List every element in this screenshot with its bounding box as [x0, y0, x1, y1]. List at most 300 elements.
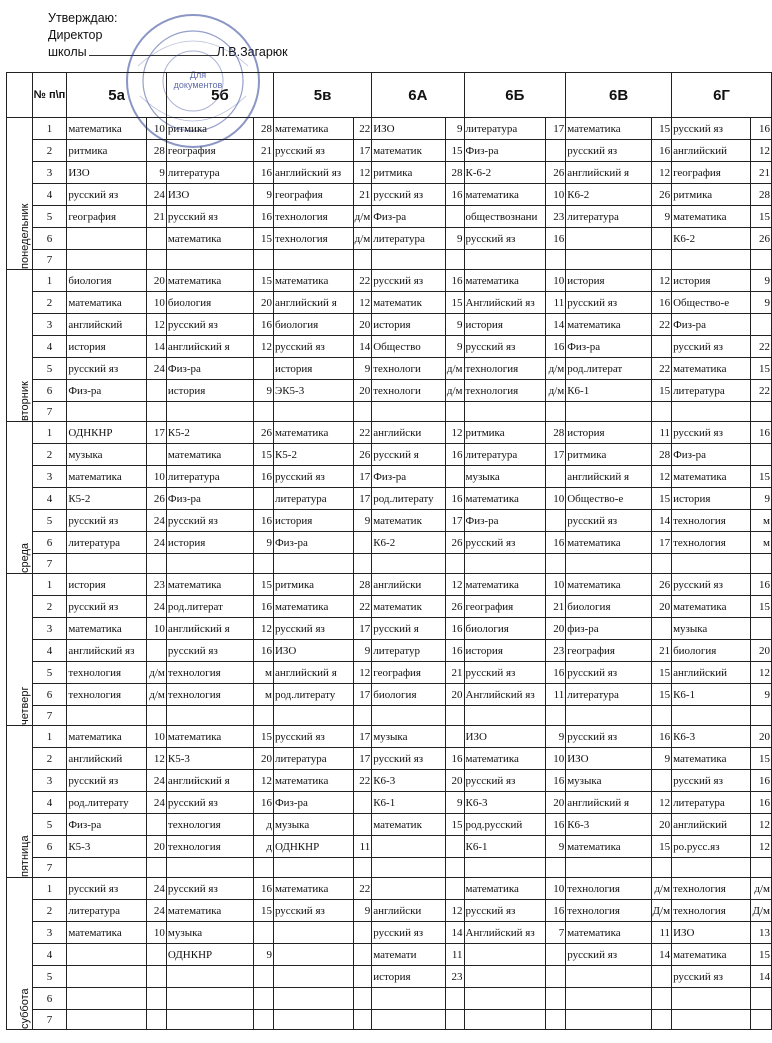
room-cell: [254, 988, 274, 1010]
room-cell: [254, 402, 274, 422]
lesson-row: [7, 488, 772, 510]
subject-cell: математика: [166, 900, 253, 922]
room-cell: [254, 922, 274, 944]
subject-cell: К6-2: [672, 228, 751, 250]
subject-cell: русский яз: [273, 726, 353, 748]
subject-cell: ритмика: [273, 574, 353, 596]
subject-cell: [566, 706, 651, 726]
room-cell: 15: [651, 488, 672, 510]
room-cell: 16: [254, 596, 274, 618]
room-cell: [651, 1010, 672, 1030]
lesson-number: 5: [32, 358, 67, 380]
lesson-row: [7, 140, 772, 162]
subject-cell: [273, 966, 353, 988]
room-cell: 28: [751, 184, 772, 206]
subject-cell: русский яз: [464, 900, 546, 922]
room-cell: 20: [353, 380, 372, 402]
lesson-row: [7, 358, 772, 380]
subject-cell: К5-3: [67, 836, 147, 858]
room-cell: [146, 814, 166, 836]
lesson-number: 2: [32, 748, 67, 770]
subject-cell: ритмика: [166, 118, 253, 140]
subject-cell: Физ-ра: [672, 314, 751, 336]
room-cell: 9: [751, 292, 772, 314]
room-cell: 15: [445, 814, 464, 836]
subject-cell: география: [672, 162, 751, 184]
subject-cell: технологи: [372, 380, 446, 402]
lesson-row: [7, 292, 772, 314]
lesson-number: 1: [32, 118, 67, 140]
class-header: 6В: [566, 73, 672, 118]
subject-cell: [273, 706, 353, 726]
room-cell: 20: [445, 684, 464, 706]
subject-cell: род.русский: [464, 814, 546, 836]
room-cell: 7: [546, 922, 566, 944]
subject-cell: ИЗО: [67, 162, 147, 184]
room-cell: 10: [146, 466, 166, 488]
subject-cell: русский яз: [67, 510, 147, 532]
subject-cell: технология: [566, 878, 651, 900]
subject-cell: [67, 554, 147, 574]
room-cell: 22: [751, 336, 772, 358]
subject-cell: английский: [672, 140, 751, 162]
room-cell: 17: [353, 684, 372, 706]
subject-cell: математика: [566, 314, 651, 336]
room-cell: [353, 402, 372, 422]
room-cell: 24: [146, 900, 166, 922]
subject-cell: история: [464, 314, 546, 336]
subject-cell: [372, 878, 446, 900]
lesson-row: [7, 336, 772, 358]
subject-cell: английский: [672, 814, 751, 836]
room-cell: 16: [546, 662, 566, 684]
room-cell: [254, 966, 274, 988]
room-cell: [445, 206, 464, 228]
room-cell: [445, 706, 464, 726]
subject-cell: ОДНКНР: [273, 836, 353, 858]
room-cell: [146, 988, 166, 1010]
day-label: четверг: [7, 574, 33, 726]
room-cell: 9: [651, 748, 672, 770]
subject-cell: [67, 1010, 147, 1030]
subject-cell: [273, 402, 353, 422]
room-cell: 9: [146, 162, 166, 184]
subject-cell: Общество-е: [566, 488, 651, 510]
lesson-row: [7, 314, 772, 336]
room-cell: 12: [254, 770, 274, 792]
subject-cell: музыка: [566, 770, 651, 792]
subject-cell: математик: [372, 510, 446, 532]
room-cell: 16: [651, 140, 672, 162]
room-cell: 15: [651, 380, 672, 402]
room-cell: 15: [751, 944, 772, 966]
lesson-number: 7: [32, 706, 67, 726]
subject-cell: математик: [372, 292, 446, 314]
room-cell: 20: [546, 792, 566, 814]
subject-cell: русский яз: [166, 792, 253, 814]
subject-cell: [67, 966, 147, 988]
room-cell: 24: [146, 878, 166, 900]
room-cell: 16: [751, 792, 772, 814]
room-cell: 14: [146, 336, 166, 358]
subject-cell: [672, 706, 751, 726]
room-cell: 20: [254, 292, 274, 314]
room-cell: 10: [146, 292, 166, 314]
subject-cell: русский яз: [67, 184, 147, 206]
subject-cell: [273, 988, 353, 1010]
room-cell: [651, 554, 672, 574]
subject-cell: [67, 944, 147, 966]
room-cell: [146, 640, 166, 662]
room-cell: Д/м: [751, 900, 772, 922]
subject-cell: русский яз: [464, 662, 546, 684]
subject-cell: русский яз: [166, 314, 253, 336]
room-cell: Д/м: [651, 900, 672, 922]
room-cell: 12: [445, 900, 464, 922]
room-cell: 22: [651, 314, 672, 336]
room-cell: д: [254, 836, 274, 858]
room-cell: [353, 1010, 372, 1030]
room-cell: 16: [254, 466, 274, 488]
room-cell: [146, 402, 166, 422]
room-cell: 26: [445, 596, 464, 618]
lesson-row: [7, 640, 772, 662]
room-cell: 22: [353, 878, 372, 900]
subject-cell: ОДНКНР: [67, 422, 147, 444]
lesson-number: 6: [32, 684, 67, 706]
subject-cell: ИЗО: [672, 922, 751, 944]
room-cell: 16: [546, 900, 566, 922]
subject-cell: английский я: [273, 292, 353, 314]
subject-cell: русский яз: [566, 140, 651, 162]
room-cell: [546, 988, 566, 1010]
subject-cell: математика: [566, 532, 651, 554]
subject-cell: математика: [464, 184, 546, 206]
room-cell: 22: [353, 118, 372, 140]
subject-cell: литература: [672, 380, 751, 402]
room-cell: 17: [146, 422, 166, 444]
room-cell: [254, 358, 274, 380]
room-cell: 26: [546, 162, 566, 184]
subject-cell: русский яз: [566, 292, 651, 314]
day-label: пятница: [7, 726, 33, 878]
subject-cell: история: [67, 336, 147, 358]
lesson-number: 3: [32, 314, 67, 336]
subject-cell: технология: [67, 684, 147, 706]
room-cell: 9: [353, 640, 372, 662]
subject-cell: Физ-ра: [372, 206, 446, 228]
subject-cell: Физ-ра: [372, 466, 446, 488]
lesson-row: [7, 944, 772, 966]
subject-cell: английский я: [566, 466, 651, 488]
subject-cell: К5-2: [166, 422, 253, 444]
subject-cell: история: [372, 314, 446, 336]
subject-cell: [67, 988, 147, 1010]
lesson-number: 2: [32, 900, 67, 922]
room-cell: [651, 250, 672, 270]
room-cell: 16: [445, 184, 464, 206]
lesson-row: [7, 118, 772, 140]
room-cell: 9: [353, 510, 372, 532]
subject-cell: английский: [67, 314, 147, 336]
room-cell: [353, 532, 372, 554]
subject-cell: [273, 922, 353, 944]
room-cell: [651, 858, 672, 878]
room-cell: 11: [445, 944, 464, 966]
room-cell: 16: [751, 770, 772, 792]
subject-cell: английский я: [566, 792, 651, 814]
subject-cell: [372, 250, 446, 270]
subject-cell: Общество-е: [672, 292, 751, 314]
room-cell: 16: [546, 814, 566, 836]
lesson-number: 3: [32, 618, 67, 640]
room-cell: 17: [546, 118, 566, 140]
subject-cell: русский яз: [566, 510, 651, 532]
header-row: [7, 73, 772, 118]
subject-cell: ИЗО: [166, 184, 253, 206]
subject-cell: ритмика: [566, 444, 651, 466]
subject-cell: математика: [67, 292, 147, 314]
room-cell: 16: [751, 118, 772, 140]
subject-cell: математика: [273, 270, 353, 292]
subject-cell: [566, 966, 651, 988]
lesson-number: 6: [32, 532, 67, 554]
room-cell: 17: [546, 444, 566, 466]
room-cell: 24: [146, 184, 166, 206]
room-cell: 16: [254, 162, 274, 184]
room-cell: 20: [445, 770, 464, 792]
subject-cell: математика: [464, 878, 546, 900]
lesson-row: [7, 444, 772, 466]
subject-cell: русский яз: [166, 510, 253, 532]
day-label: среда: [7, 422, 33, 574]
room-cell: [751, 554, 772, 574]
subject-cell: русский яз: [464, 770, 546, 792]
subject-cell: К5-2: [273, 444, 353, 466]
subject-cell: [464, 944, 546, 966]
room-cell: [445, 836, 464, 858]
room-cell: 16: [445, 618, 464, 640]
subject-cell: [672, 1010, 751, 1030]
subject-cell: [672, 858, 751, 878]
room-cell: 12: [651, 270, 672, 292]
room-cell: 26: [751, 228, 772, 250]
lesson-number: 2: [32, 140, 67, 162]
lesson-row: [7, 1010, 772, 1030]
room-cell: 16: [254, 878, 274, 900]
subject-cell: русский яз: [273, 140, 353, 162]
room-cell: 28: [254, 118, 274, 140]
subject-cell: биология: [67, 270, 147, 292]
room-cell: 16: [546, 336, 566, 358]
lesson-row: [7, 792, 772, 814]
lesson-number: 3: [32, 770, 67, 792]
lesson-row: [7, 878, 772, 900]
room-cell: [445, 726, 464, 748]
subject-cell: [67, 858, 147, 878]
subject-cell: [166, 250, 253, 270]
room-cell: [651, 336, 672, 358]
subject-cell: русский яз: [166, 206, 253, 228]
room-cell: 17: [651, 532, 672, 554]
room-cell: 22: [353, 270, 372, 292]
room-cell: [651, 770, 672, 792]
subject-cell: история: [566, 270, 651, 292]
room-cell: 12: [651, 162, 672, 184]
room-cell: 16: [751, 422, 772, 444]
stamp-text: Для документов: [173, 70, 223, 90]
signatory-name: Л.В.Загарюк: [216, 45, 288, 59]
room-cell: [751, 618, 772, 640]
room-cell: [651, 618, 672, 640]
room-cell: 26: [254, 422, 274, 444]
room-cell: д/м: [651, 878, 672, 900]
lesson-row: [7, 162, 772, 184]
subject-cell: К6-2: [566, 184, 651, 206]
subject-cell: история: [372, 966, 446, 988]
school-label: школы: [48, 45, 87, 59]
lesson-row: [7, 900, 772, 922]
room-cell: 21: [146, 206, 166, 228]
subject-cell: английский: [67, 748, 147, 770]
subject-cell: русский яз: [672, 574, 751, 596]
room-cell: д/м: [546, 380, 566, 402]
subject-cell: технология: [166, 662, 253, 684]
room-cell: д/м: [445, 380, 464, 402]
lesson-number: 1: [32, 574, 67, 596]
subject-cell: биология: [166, 292, 253, 314]
room-cell: 26: [353, 444, 372, 466]
room-cell: 16: [546, 532, 566, 554]
subject-cell: география: [566, 640, 651, 662]
room-cell: 12: [445, 422, 464, 444]
room-cell: 9: [546, 726, 566, 748]
lesson-row: [7, 684, 772, 706]
subject-cell: география: [464, 596, 546, 618]
subject-cell: русский яз: [166, 878, 253, 900]
lesson-number: 1: [32, 878, 67, 900]
room-cell: д/м: [353, 206, 372, 228]
room-cell: 15: [651, 836, 672, 858]
room-cell: [445, 250, 464, 270]
room-cell: 16: [445, 488, 464, 510]
subject-cell: литература: [273, 488, 353, 510]
room-cell: д/м: [353, 228, 372, 250]
lesson-number: 5: [32, 662, 67, 684]
subject-cell: английский я: [166, 618, 253, 640]
room-cell: 21: [751, 162, 772, 184]
subject-cell: [67, 402, 147, 422]
room-cell: [445, 466, 464, 488]
subject-cell: [672, 402, 751, 422]
subject-cell: английский я: [166, 770, 253, 792]
room-cell: 9: [651, 206, 672, 228]
subject-cell: математика: [166, 270, 253, 292]
subject-cell: математик: [372, 814, 446, 836]
room-cell: [751, 444, 772, 466]
day-label: понедельник: [7, 118, 33, 270]
subject-cell: К6-1: [464, 836, 546, 858]
room-cell: [353, 858, 372, 878]
subject-cell: К6-3: [464, 792, 546, 814]
lesson-row: [7, 988, 772, 1010]
room-cell: 14: [751, 966, 772, 988]
lesson-number: 6: [32, 836, 67, 858]
subject-cell: [166, 706, 253, 726]
room-cell: 9: [353, 900, 372, 922]
subject-cell: русский яз: [67, 358, 147, 380]
subject-cell: английский я: [273, 662, 353, 684]
room-cell: [651, 228, 672, 250]
room-cell: 16: [546, 228, 566, 250]
subject-cell: технология: [566, 900, 651, 922]
room-cell: м: [254, 684, 274, 706]
room-cell: 23: [445, 966, 464, 988]
room-cell: 21: [651, 640, 672, 662]
approval-line: Утверждаю:: [48, 11, 118, 25]
day-label: суббота: [7, 878, 33, 1030]
subject-cell: география: [372, 662, 446, 684]
room-cell: м: [254, 662, 274, 684]
lesson-number: 6: [32, 380, 67, 402]
room-cell: 15: [445, 140, 464, 162]
room-cell: 22: [353, 596, 372, 618]
subject-cell: математика: [67, 618, 147, 640]
subject-cell: [566, 554, 651, 574]
subject-cell: ритмика: [67, 140, 147, 162]
subject-cell: [464, 966, 546, 988]
class-header: 6Г: [672, 73, 772, 118]
subject-cell: [566, 228, 651, 250]
subject-cell: математика: [166, 228, 253, 250]
room-cell: д/м: [146, 684, 166, 706]
lesson-number: 4: [32, 184, 67, 206]
subject-cell: география: [273, 184, 353, 206]
subject-cell: [67, 706, 147, 726]
lesson-row: [7, 836, 772, 858]
room-cell: 20: [254, 748, 274, 770]
lesson-number: 6: [32, 228, 67, 250]
subject-cell: [566, 858, 651, 878]
subject-cell: русский я: [372, 618, 446, 640]
lesson-number: 7: [32, 402, 67, 422]
room-cell: 20: [651, 814, 672, 836]
subject-cell: технология: [672, 532, 751, 554]
subject-cell: английски: [372, 900, 446, 922]
room-cell: [353, 814, 372, 836]
room-cell: [651, 706, 672, 726]
room-cell: [546, 402, 566, 422]
subject-cell: [166, 858, 253, 878]
subject-cell: биология: [273, 314, 353, 336]
lesson-row: [7, 814, 772, 836]
lesson-number: 6: [32, 988, 67, 1010]
subject-cell: музыка: [672, 618, 751, 640]
lesson-row: [7, 596, 772, 618]
room-cell: [445, 858, 464, 878]
room-cell: 12: [353, 292, 372, 314]
subject-cell: К-6-2: [464, 162, 546, 184]
room-cell: 15: [651, 684, 672, 706]
lesson-row: [7, 250, 772, 270]
subject-cell: технология: [166, 836, 253, 858]
subject-cell: литература: [372, 228, 446, 250]
subject-cell: [67, 228, 147, 250]
room-cell: [146, 944, 166, 966]
room-cell: 28: [651, 444, 672, 466]
room-cell: 20: [751, 640, 772, 662]
room-cell: [146, 228, 166, 250]
